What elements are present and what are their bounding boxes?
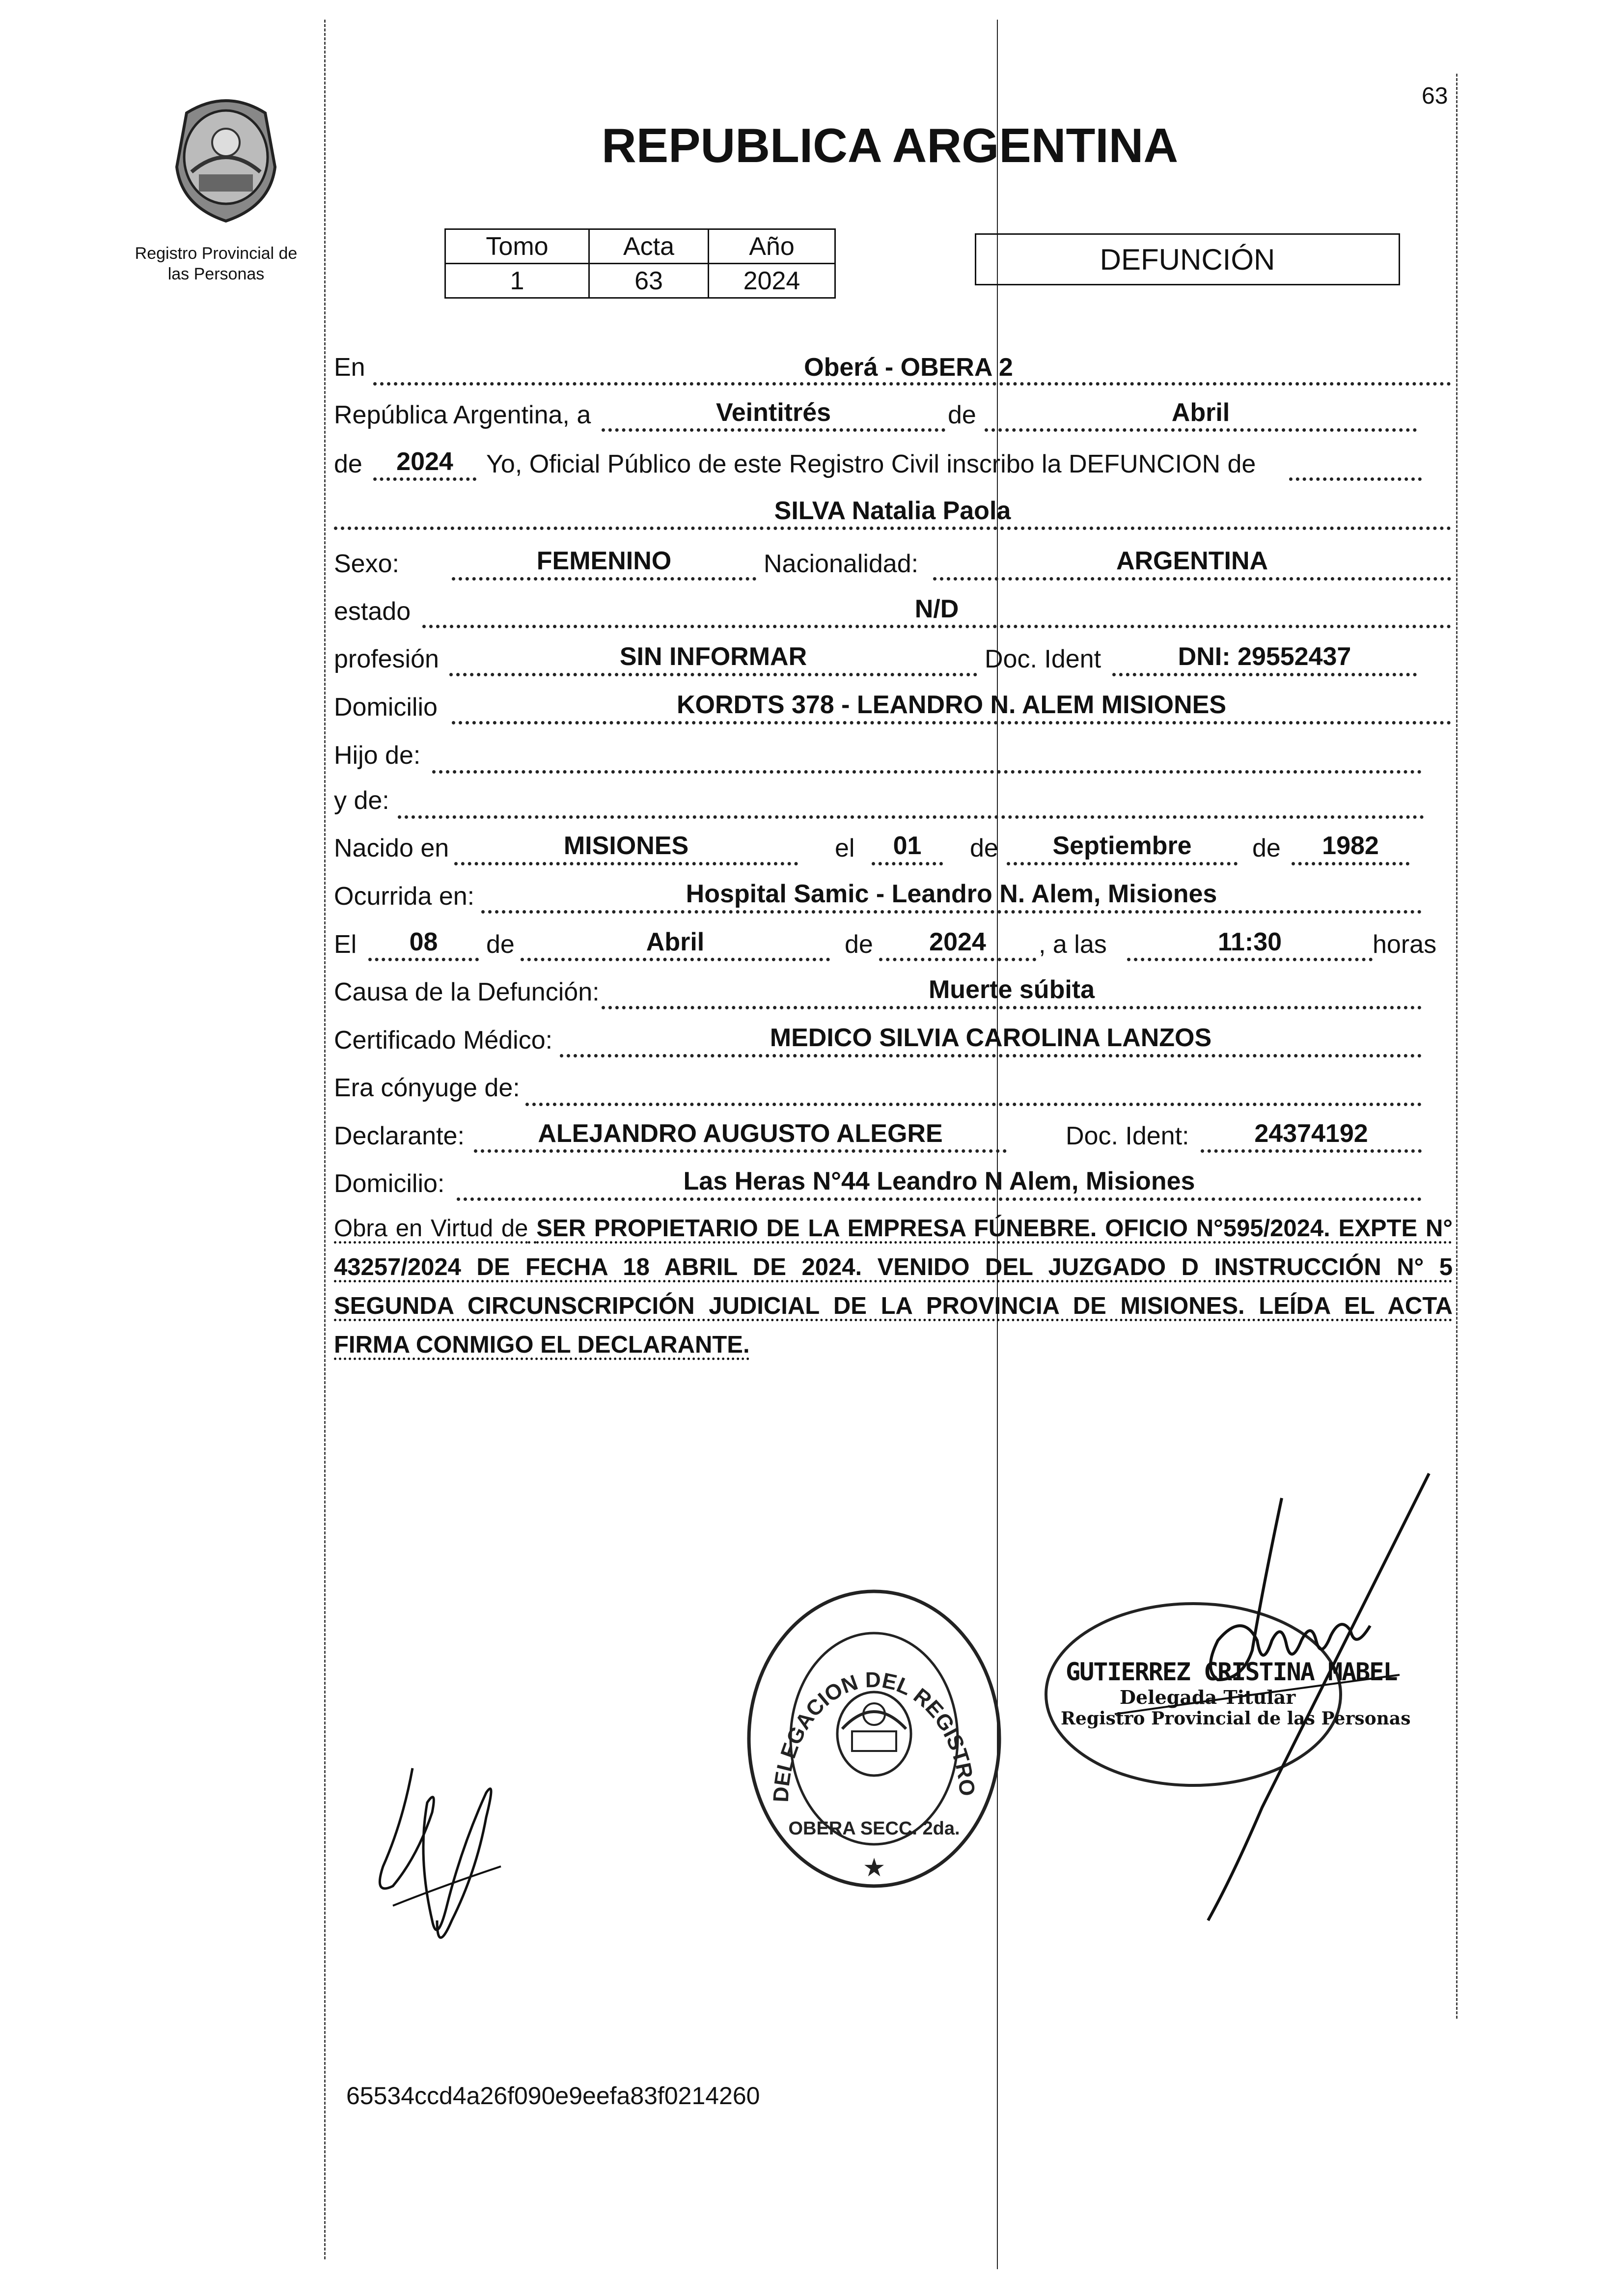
oficial-text: Yo, Oficial Público de este Registro Civil inscribo la DEFUNCION de	[486, 450, 1256, 478]
body-text: SER PROPIETARIO DE LA EMPRESA FÚNEBRE. OFICIO N°595/2024. EXPTE N° 43257/2024 DE FECHA 18 ABRIL DE 2024. VENIDO DEL JUZGADO D INSTRUCCIÓN N° 5 SEGUNDA CIRCUNSCRIPCIÓN JUDICIAL DE LA PROVINCIA DE MISIONES. LEÍDA EL ACTA FIRMA CONMIGO EL DECLARANTE.	[334, 1215, 1453, 1358]
death-day: 08	[409, 928, 438, 956]
declarante-doc-dotline	[1201, 1149, 1422, 1153]
registry-name-line1: Registro Provincial de	[135, 244, 298, 263]
record-type: DEFUNCIÓN	[1100, 243, 1275, 276]
registry-logo-text	[152, 83, 153, 84]
estado-dotline	[422, 625, 1451, 628]
de-label-6: de	[845, 930, 873, 959]
seal-bottom-text: OBERA SECC. 2da.	[788, 1818, 960, 1839]
en-dotline	[373, 382, 1451, 386]
de-label-5: de	[486, 930, 515, 959]
death-year: 2024	[929, 928, 986, 956]
hijo-dotline	[432, 770, 1422, 774]
death-month: Abril	[646, 928, 705, 956]
nacionalidad-value: ARGENTINA	[1116, 547, 1268, 575]
record-type-box	[975, 233, 1400, 285]
delegate-role: Delegada Titular	[1120, 1686, 1296, 1708]
day-words: Veintitrés	[716, 398, 831, 427]
birth-year: 1982	[1322, 832, 1379, 860]
domicilio2-dotline	[457, 1197, 1422, 1201]
hash-code: 65534ccd4a26f090e9eefa83f0214260	[346, 2082, 760, 2110]
delegate-signature	[1056, 1464, 1449, 1945]
value-tomo: 1	[445, 264, 589, 298]
death-year-dotline	[879, 958, 1036, 961]
nacionalidad-dotline	[933, 577, 1451, 581]
doc-value: DNI: 29552437	[1178, 642, 1351, 671]
official-seal	[742, 1572, 1007, 1896]
month-dotline	[985, 428, 1417, 432]
registry-name-line2: las Personas	[167, 265, 265, 283]
estado-label: estado	[334, 597, 411, 626]
birth-year-dotline	[1292, 862, 1409, 865]
oficial-dotline	[1289, 477, 1422, 481]
declarante-doc-value: 24374192	[1254, 1119, 1368, 1148]
seal-emblem-icon	[837, 1692, 911, 1776]
sexo-value: FEMENINO	[536, 547, 672, 575]
nacido-label: Nacido en	[334, 834, 449, 862]
horas-label: horas	[1373, 930, 1437, 959]
profesion-dotline	[449, 673, 977, 676]
death-day-dotline	[368, 958, 479, 961]
page-number: 63	[1422, 83, 1448, 109]
year: 2024	[396, 447, 453, 476]
ocurrida-value: Hospital Samic - Leandro N. Alem, Misiones	[686, 880, 1217, 908]
registry-name	[123, 243, 309, 284]
deceased-name: SILVA Natalia Paola	[774, 497, 1011, 525]
causa-value: Muerte súbita	[928, 975, 1095, 1004]
year-dotline	[373, 477, 476, 481]
left-margin-line	[324, 20, 326, 2259]
nacionalidad-label: Nacionalidad:	[764, 550, 919, 578]
domicilio2-value: Las Heras N°44 Leandro N Alem, Misiones	[683, 1167, 1195, 1195]
value-anio: 2024	[709, 264, 835, 298]
value-acta: 63	[589, 264, 709, 298]
yde-dotline	[398, 815, 1424, 819]
alas-label: , a las	[1039, 930, 1107, 959]
profesion-value: SIN INFORMAR	[619, 642, 807, 671]
header-tomo: Tomo	[445, 229, 589, 264]
de-label-3: de	[970, 834, 998, 862]
profesion-label: profesión	[334, 645, 439, 673]
declarante-dotline	[474, 1149, 1007, 1153]
name-dotline	[334, 527, 1451, 530]
conyuge-dotline	[525, 1103, 1422, 1106]
right-margin-line	[1456, 74, 1458, 2019]
death-month-dotline	[521, 958, 830, 961]
record-table	[444, 228, 836, 299]
delegate-name: GUTIERREZ CRISTINA MABEL	[1066, 1658, 1397, 1686]
declarant-signature	[363, 1758, 511, 1965]
domicilio-value: KORDTS 378 - LEANDRO N. ALEM MISIONES	[676, 691, 1227, 719]
declarante-doc-label: Doc. Ident:	[1066, 1122, 1189, 1150]
ocurrida-label: Ocurrida en:	[334, 882, 475, 911]
causa-label: Causa de la Defunción:	[334, 978, 600, 1006]
death-time: 11:30	[1217, 928, 1282, 956]
birth-month: Septiembre	[1052, 832, 1192, 860]
star-icon: ★	[862, 1854, 886, 1882]
certificado-dotline	[560, 1054, 1422, 1057]
republica-label: República Argentina, a	[334, 401, 591, 429]
de-label-2: de	[334, 450, 362, 478]
certificado-label: Certificado Médico:	[334, 1026, 553, 1055]
domicilio2-label: Domicilio:	[334, 1169, 445, 1198]
conyuge-label: Era cónyuge de:	[334, 1074, 520, 1102]
doc-dotline	[1112, 673, 1417, 676]
birth-day-dotline	[872, 862, 943, 865]
domicilio-label: Domicilio	[334, 693, 438, 722]
nacido-dotline	[454, 862, 798, 865]
sexo-label: Sexo:	[334, 550, 399, 578]
body-lead: Obra en Virtud de	[334, 1215, 528, 1242]
header-acta: Acta	[589, 229, 709, 264]
domicilio-dotline	[452, 721, 1451, 724]
day-dotline	[602, 428, 945, 432]
declarante-label: Declarante:	[334, 1122, 465, 1150]
hijo-label: Hijo de:	[334, 741, 421, 770]
yde-label: y de:	[334, 786, 389, 815]
death-time-dotline	[1127, 958, 1373, 961]
estado-value: N/D	[914, 595, 959, 623]
el-label: el	[835, 834, 855, 862]
header-anio: Año	[709, 229, 835, 264]
svg-text:DELEGACION DEL REGISTRO PROVIN	[742, 1572, 979, 1803]
province-shield-icon	[152, 83, 300, 231]
registry-logo	[152, 83, 300, 231]
doc-label: Doc. Ident	[985, 645, 1101, 673]
de-label-1: de	[948, 401, 976, 429]
month: Abril	[1171, 398, 1230, 427]
certificado-value: MEDICO SILVIA CAROLINA LANZOS	[770, 1024, 1212, 1052]
en-value: Oberá - OBERA 2	[804, 353, 1013, 382]
page-title: REPUBLICA ARGENTINA	[602, 118, 1179, 172]
body-paragraph	[334, 1209, 1453, 1364]
sexo-dotline	[452, 577, 756, 581]
causa-dotline	[602, 1006, 1422, 1009]
delegate-office: Registro Provincial de las Personas	[1061, 1708, 1411, 1729]
declarante-value: ALEJANDRO AUGUSTO ALEGRE	[538, 1119, 943, 1148]
El-label: El	[334, 930, 357, 959]
en-label: En	[334, 353, 365, 382]
birth-month-dotline	[1007, 862, 1238, 865]
seal-ring-text: DELEGACION DEL REGISTRO	[769, 1667, 980, 1803]
ocurrida-dotline	[481, 910, 1422, 914]
birth-day: 01	[893, 832, 922, 860]
nacido-value: MISIONES	[563, 832, 689, 860]
de-label-4: de	[1252, 834, 1281, 862]
